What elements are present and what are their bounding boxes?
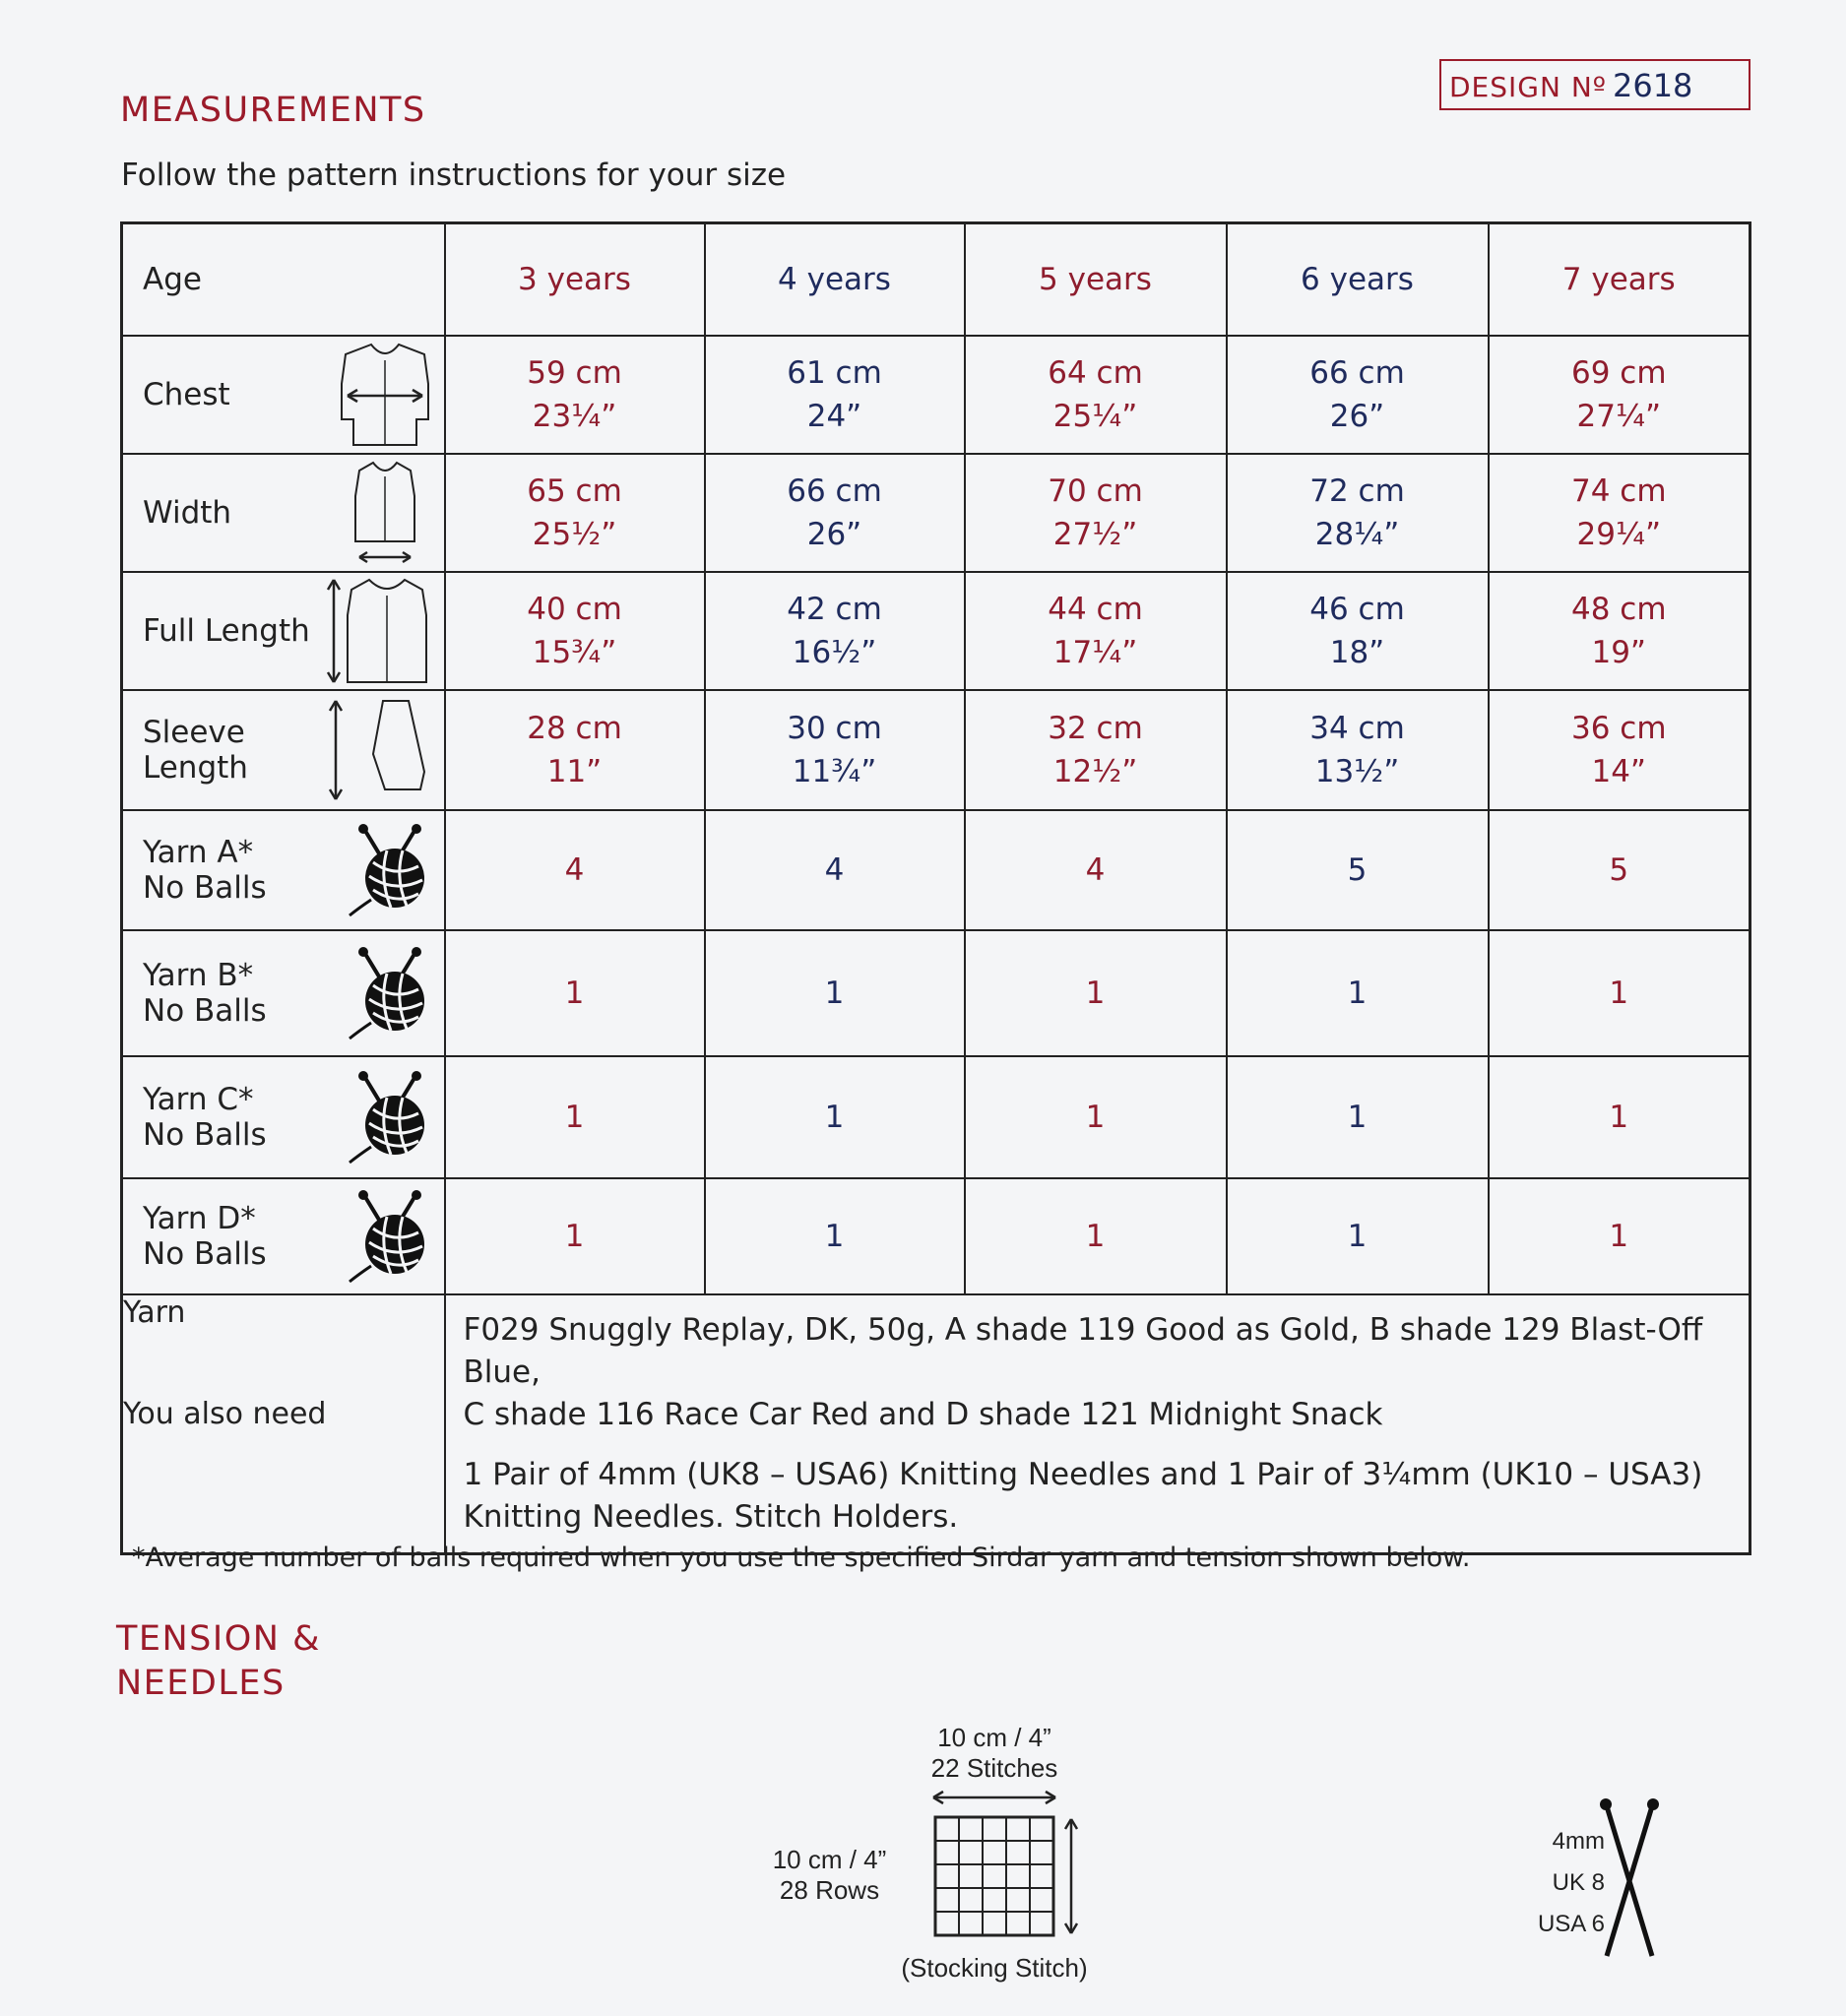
row-label-text: Yarn A* <box>143 834 254 870</box>
height-measure-text: 10 cm / 4” <box>772 1845 887 1874</box>
inch-value: 12½” <box>1052 753 1138 789</box>
ball-count: 1 <box>1489 930 1751 1056</box>
cm-value: 61 cm <box>787 354 882 391</box>
cm-value: 66 cm <box>1309 354 1405 391</box>
measure-cell <box>965 454 1227 572</box>
ball-count: 1 <box>705 1178 965 1294</box>
ball-count: 1 <box>1489 1178 1751 1294</box>
inch-value: 29¼” <box>1576 516 1662 552</box>
spacer <box>123 1330 444 1397</box>
table-row-materials <box>122 1294 1751 1554</box>
yarn-text-line: F029 Snuggly Replay, DK, 50g, A shade 119 Good as Gold, B shade 129 Blast-Off Blue, <box>463 1311 1703 1390</box>
row-label-sleeve-length <box>122 690 445 810</box>
cardigan-chest-icon <box>338 341 432 449</box>
cm-value: 70 cm <box>1048 472 1143 509</box>
stitch-type-label: (Stocking Stitch) <box>901 1953 1088 1983</box>
ball-count: 1 <box>705 1056 965 1178</box>
inch-value: 11” <box>546 753 603 789</box>
ball-count: 1 <box>965 1056 1227 1178</box>
ball-count: 1 <box>445 930 705 1056</box>
cm-value: 34 cm <box>1309 710 1405 746</box>
table-row-yarn-a <box>122 810 1751 930</box>
ball-count: 1 <box>1227 1178 1489 1294</box>
tension-title: TENSION & <box>116 1619 321 1659</box>
knitting-needles-icon <box>1595 1796 1664 1964</box>
measure-cell <box>1227 690 1489 810</box>
inch-value: 18” <box>1329 634 1385 670</box>
ball-count: 5 <box>1489 810 1751 930</box>
row-label-yarn-c <box>122 1056 445 1178</box>
ball-count: 4 <box>965 810 1227 930</box>
footnote: *Average number of balls required when you use the specified Sirdar yarn and tension shown below. <box>132 1543 1471 1573</box>
materials-labels <box>122 1294 445 1554</box>
design-label: DESIGN Nº <box>1449 71 1607 103</box>
table-row-width <box>122 454 1751 572</box>
row-count-text: 28 Rows <box>779 1875 880 1905</box>
inch-value: 17¼” <box>1052 634 1138 670</box>
height-measure-label <box>748 1845 911 1906</box>
table-row-sleeve-length <box>122 690 1751 810</box>
ball-count: 1 <box>445 1056 705 1178</box>
table-row-age <box>122 223 1751 336</box>
measure-cell <box>1489 454 1751 572</box>
inch-value: 24” <box>806 398 862 434</box>
ball-count: 1 <box>1227 1056 1489 1178</box>
measure-cell <box>445 572 705 690</box>
row-label-text: Chest <box>143 376 230 412</box>
also-need-label: You also need <box>123 1396 327 1431</box>
design-number: 2618 <box>1612 67 1693 104</box>
cm-value: 30 cm <box>787 710 882 746</box>
needle-uk-text: UK 8 <box>1552 1869 1605 1896</box>
width-measure-label <box>886 1723 1103 1784</box>
yarn-label: Yarn <box>123 1294 186 1330</box>
age-label: Age <box>122 223 445 336</box>
age-header: 6 years <box>1227 223 1489 336</box>
inch-value: 15¾” <box>532 634 617 670</box>
measure-cell <box>445 454 705 572</box>
measure-cell <box>1489 690 1751 810</box>
cm-value: 42 cm <box>787 591 882 627</box>
measure-cell <box>1227 336 1489 454</box>
cm-value: 69 cm <box>1570 354 1667 391</box>
cm-value: 36 cm <box>1570 710 1667 746</box>
measure-cell <box>965 572 1227 690</box>
measure-cell <box>1227 454 1489 572</box>
age-header: 3 years <box>445 223 705 336</box>
measure-cell <box>445 690 705 810</box>
table-row-chest <box>122 336 1751 454</box>
cm-value: 40 cm <box>527 591 622 627</box>
row-label-text: Width <box>143 494 232 531</box>
page-subtitle: Follow the pattern instructions for your size <box>121 158 787 193</box>
inch-value: 16½” <box>792 634 877 670</box>
ball-count: 1 <box>1489 1056 1751 1178</box>
inch-value: 28¼” <box>1314 516 1400 552</box>
cm-value: 65 cm <box>527 472 622 509</box>
also-need-text-line: Knitting Needles. Stitch Holders. <box>463 1498 959 1535</box>
measure-cell <box>1489 572 1751 690</box>
inch-value: 23¼” <box>532 398 617 434</box>
inch-value: 26” <box>1329 398 1385 434</box>
design-number-box <box>1439 59 1751 110</box>
ball-count: 1 <box>445 1178 705 1294</box>
cm-value: 72 cm <box>1309 472 1405 509</box>
inch-value: 25½” <box>532 516 617 552</box>
row-label-yarn-d <box>122 1178 445 1294</box>
table-row-yarn-d <box>122 1178 1751 1294</box>
needle-size-labels <box>1506 1821 1605 1945</box>
measurements-table <box>120 221 1751 1555</box>
row-label-yarn-a <box>122 810 445 930</box>
yarn-ball-icon <box>344 1070 432 1165</box>
inch-value: 25¼” <box>1052 398 1138 434</box>
row-label-chest <box>122 336 445 454</box>
inch-value: 11¾” <box>792 753 877 789</box>
cm-value: 64 cm <box>1048 354 1143 391</box>
ball-count: 1 <box>1227 930 1489 1056</box>
measure-cell <box>705 690 965 810</box>
table-row-full-length <box>122 572 1751 690</box>
row-label-full-length <box>122 572 445 690</box>
yarn-ball-icon <box>344 823 432 917</box>
cardigan-length-icon <box>324 576 432 686</box>
needle-usa-text: USA 6 <box>1537 1911 1605 1937</box>
ball-count: 4 <box>705 810 965 930</box>
cm-value: 48 cm <box>1570 591 1667 627</box>
inch-value: 13½” <box>1314 753 1400 789</box>
stitch-count-text: 22 Stitches <box>930 1753 1058 1783</box>
ball-count: 1 <box>965 930 1227 1056</box>
yarn-ball-icon <box>344 1189 432 1284</box>
age-header: 7 years <box>1489 223 1751 336</box>
measure-cell <box>705 454 965 572</box>
measure-cell <box>445 336 705 454</box>
row-label-yarn-b <box>122 930 445 1056</box>
row-label-text: Full Length <box>143 612 310 649</box>
measure-cell <box>1489 336 1751 454</box>
cm-value: 28 cm <box>527 710 622 746</box>
row-label-text: No Balls <box>143 1235 267 1272</box>
tension-title: NEEDLES <box>116 1664 286 1703</box>
also-need-text-line: 1 Pair of 4mm (UK8 – USA6) Knitting Needles and 1 Pair of 3¼mm (UK10 – USA3) <box>463 1456 1703 1492</box>
tension-square-diagram <box>925 1780 1083 1942</box>
inch-value: 19” <box>1591 634 1646 670</box>
inch-value: 27¼” <box>1576 398 1662 434</box>
cm-value: 59 cm <box>527 354 622 391</box>
cm-value: 46 cm <box>1309 591 1405 627</box>
ball-count: 1 <box>965 1178 1227 1294</box>
cm-value: 74 cm <box>1570 472 1667 509</box>
spacer <box>464 1436 1732 1454</box>
table-row-yarn-b <box>122 930 1751 1056</box>
materials-text <box>445 1294 1751 1554</box>
ball-count: 5 <box>1227 810 1489 930</box>
row-label-text: Sleeve <box>143 714 245 750</box>
yarn-text-line: C shade 116 Race Car Red and D shade 121 Midnight Snack <box>463 1396 1383 1432</box>
row-label-text: Length <box>143 749 248 786</box>
cm-value: 66 cm <box>787 472 882 509</box>
width-measure-text: 10 cm / 4” <box>937 1723 1051 1752</box>
row-label-text: Yarn D* <box>143 1200 256 1236</box>
measure-cell <box>705 336 965 454</box>
inch-value: 14” <box>1591 753 1646 789</box>
row-label-text: Yarn B* <box>143 957 254 993</box>
measure-cell <box>965 690 1227 810</box>
ball-count: 1 <box>705 930 965 1056</box>
inch-value: 26” <box>806 516 862 552</box>
age-header: 4 years <box>705 223 965 336</box>
cardigan-width-icon <box>338 459 432 567</box>
yarn-ball-icon <box>344 946 432 1040</box>
page-title: MEASUREMENTS <box>120 91 426 130</box>
ball-count: 4 <box>445 810 705 930</box>
row-label-text: Yarn C* <box>143 1081 254 1117</box>
age-header: 5 years <box>965 223 1227 336</box>
row-label-width <box>122 454 445 572</box>
table-row-yarn-c <box>122 1056 1751 1178</box>
inch-value: 27½” <box>1052 516 1138 552</box>
row-label-text: No Balls <box>143 1116 267 1153</box>
cm-value: 44 cm <box>1048 591 1143 627</box>
measure-cell <box>1227 572 1489 690</box>
sleeve-length-icon <box>324 695 432 805</box>
needle-mm-text: 4mm <box>1552 1828 1605 1855</box>
row-label-text: No Balls <box>143 992 267 1029</box>
measure-cell <box>705 572 965 690</box>
measure-cell <box>965 336 1227 454</box>
row-label-text: No Balls <box>143 869 267 906</box>
cm-value: 32 cm <box>1048 710 1143 746</box>
